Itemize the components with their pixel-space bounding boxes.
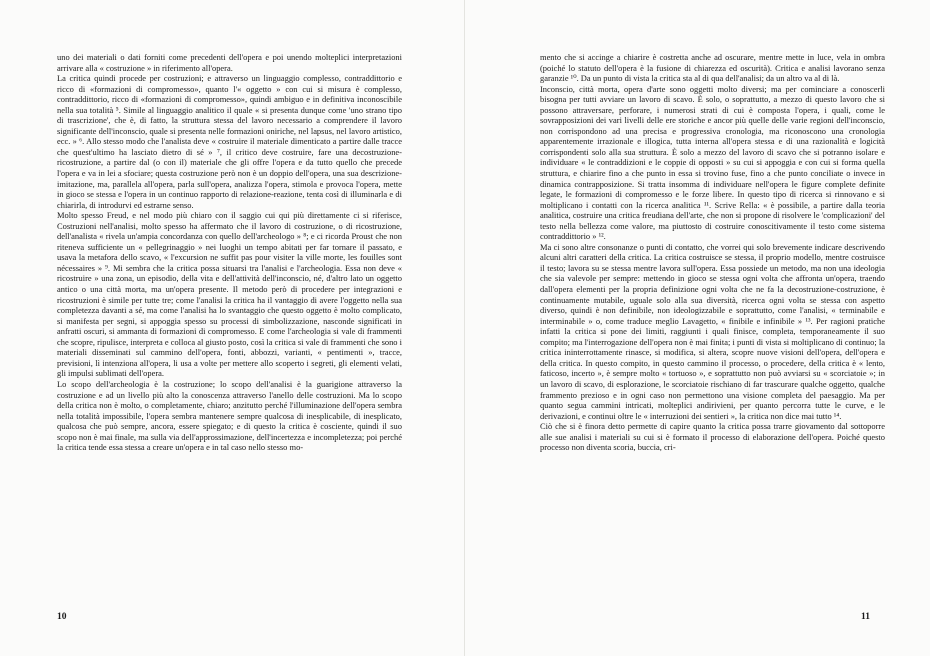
right-page (465, 0, 930, 656)
right-page-text (540, 52, 885, 453)
paragraph: Ma ci sono altre consonanze o punti di contatto, che vorrei qui solo brevemente indicare descrivendo alcuni altri caratteri della critica. La critica costruisce se stessa, il proprio modello, mentre costruisce il testo; lavora su se stessa mentre lavora sull'opera. Essa possiede un metodo, ma non una ideologia che sia valevole per sempre: mettendo in gioco se stessa ogni volta che affronta un'opera, traendo dall'opera elementi per la propria definizione ogni volta che ne fa la decostruzione-costruzione, è continuamente mutabile, uguale solo alla sua diversità, ricerca ogni volta se stessa con aspetto diverso, quindi è non definibile, non ideologizzabile e soprattutto, come l'analisi, « terminabile e interminabile » o, come traduce meglio Lavagetto, « finibile e infinibile » ¹³. Per ragioni pratiche infatti la critica si pone dei limiti, raggiunti i quali finisce, completa, temporaneamente il suo compito; ma l'interrogazione dell'opera non è mai finita; i punti di vista si moltiplicano di continuo; la critica ininterrottamente rinasce, si modifica, si altera, scopre nuove visioni dell'opera, dell'opera e della critica. In questo compito, in questo cammino il processo, o procedere, della critica è « lento, faticoso, incerto », è sempre molto « tortuoso », e soprattutto non può avviarsi su « scorciatoie »; in un lavoro di scavo, di esplorazione, le scorciatoie rischiano di far trascurare qualche oggetto, qualche frammento prezioso e in ogni caso non permettono una visione completa del paesaggio. Ma per quanto segua cammini intricati, molteplici andirivieni, per quanto percorra tutte le curve, e le derivazioni, e continui oltre le « interruzioni dei sentieri », la critica non dice mai tutto ¹⁴. (540, 241, 885, 421)
paragraph: Ciò che si è finora detto permette di capire quanto la critica possa trarre giovamento dal sottoporre alle sue analisi i materiali su cui si è formato il processo di elaborazione dell'opera. Poiché questo processo non diventa scoria, buccia, cri- (540, 421, 885, 453)
paragraph: Molto spesso Freud, e nel modo più chiaro con il saggio cui qui più direttamente ci si riferisce, Costruzioni nell'analisi, molto spesso ha affermato che il lavoro di costruzione, o di ricostruzione, dell'analista « rivela un'ampia concordanza con quello dell'archeologo » ⁸; e ci ricorda Proust che non riteneva sufficiente un « pellegrinaggio » nei luoghi un tempo abitati per far tornare il passato, e usava la metafora dello scavo, « l'excursion ne suffit pas pour visiter la ville morte, les fouilles sont nécessaires » ⁹. Mi sembra che la critica possa situarsi tra l'analisi e l'archeologia. Essa non deve « ricostruire » una zona, un episodio, della vita e dell'attività dell'inconscio, né, d'altro lato un oggetto antico o una città morta, ma un'opera presente. Il metodo però di procedere per integrazioni e ricostruzioni è simile per tutte tre; come l'analisi la critica ha il vantaggio di avere l'oggetto nella sua completezza davanti a sé, ma come l'analisi ha lo svantaggio che questo oggetto è molto complicato, si manifesta per segni, si appoggia spesso su processi di simbolizzazione, nasconde significati in anfratti oscuri, si ammanta di formazioni di compromesso. E come l'archeologia si vale di frammenti che scopre, ripulisce, interpreta e colloca al giusto posto, così la critica si vale di frammenti che sono i materiali disseminati sul cammino dell'opera, fonti, abbozzi, varianti, « pentimenti », tracce, previsioni, lì intenziona all'opera, li usa a volte per mettere allo scoperto i segreti, gli elementi velati, gli impulsi sublimati dell'opera. (57, 210, 402, 379)
paragraph: Inconscio, città morta, opera d'arte sono oggetti molto diversi; ma per cominciare a conoscerli bisogna per tutti avviare un lavoro di scavo. È solo, o soprattutto, a mezzo di questo lavoro che si possono attraversare, perforare, i numerosi strati di cui è composta l'opera, i quali, come le sovrapposizioni dei vari livelli delle ere storiche e ancor più quelle delle varie regioni dell'inconscio, non corrispondono ad una precisa e progressiva cronologia, ma riconoscono una cronologia apparentemente irrazionale e illogica, tutta interna all'opera stessa e di una razionalità e logicità corrispondenti solo alla sua struttura. È solo a mezzo del lavoro di scavo che si potranno isolare e individuare « le contraddizioni e le coppie di opposti » su cui si appoggia e con cui si forma quella struttura, e chiarire fino a che punto in essa si trovino fuse, fino a che punto conciliate o invece in dinamica contrapposizione. Si tratta insomma di individuare nell'opera le figure complete definite legate, le formazioni di compromesso e le forze libere. In questo tipo di ricerca si rinnovano e si moltiplicano i contatti con la ricerca analitica ¹¹. Scrive Rella: « è possibile, a partire dalla teoria analitica, costruire una critica freudiana dell'arte, che non si propone di risolvere le 'complicazioni' del testo nella bellezza come valore, ma piuttosto di costruire conoscitivamente il testo come sistema contraddittorio » ¹². (540, 83, 885, 242)
left-page-text (57, 52, 402, 453)
paragraph: uno dei materiali o dati forniti come precedenti dell'opera e poi unendo molteplici interpretazioni arrivare alla « costruzione » in riferimento all'opera. (57, 52, 402, 73)
paragraph: Lo scopo dell'archeologia è la costruzione; lo scopo dell'analisi è la guarigione attraverso la costruzione e ad un livello più alto la conoscenza attraverso l'anello delle costruzioni. Ma lo scopo della critica non è molto, o completamente, chiaro; anzitutto perché l'illuminazione dell'opera sembra nella totalità impossibile, l'opera sembra mantenere sempre qualcosa di inesplicabile, di inesplicato, qualcosa che può sempre, ancora, essere spiegato; e di questo la critica è cosciente, quindi il suo scopo non è mai finale, ma sulla via dell'approssimazione, dell'incertezza e incompletezza; poi perché la critica tende essa stessa a creare un'opera e in tal caso nello stesso mo- (57, 378, 402, 453)
page-number-left: 10 (57, 612, 67, 622)
page-number-right: 11 (861, 612, 870, 622)
paragraph: mento che si accinge a chiarire è costretta anche ad oscurare, mentre mette in luce, vela in ombra (poiché lo statuto dell'opera è la fusione di chiarezza ed oscurità). Critica e analisi lavorano senza garanzie ¹⁰. Da un punto di vista la critica sta al di qua dell'analisi; da un altro va al di là. (540, 52, 885, 84)
paragraph: La critica quindi procede per costruzioni; e attraverso un linguaggio complesso, contraddittorio e ricco di «formazioni di compromesso», quanto l'« oggetto » con cui si misura è complesso, contraddittorio, ricco di «formazioni di compromesso», quindi ambiguo e in definitiva inconoscibile nella sua totalità ⁵. Simile al linguaggio analitico il quale « si presenta dunque come 'uno strano tipo di trascrizione', che è, di fatto, la struttura stessa del lavoro necessario a comprendere il lavoro significante dell'inconscio, quale si presenta nelle formazioni oniriche, nel lapsus, nel lavoro artistico, ecc. » ⁶. Allo stesso modo che l'analista deve « costruire il materiale dimenticato a partire dalle tracce che quest'ultimo ha lasciato dietro di sé » ⁷, il critico deve costruire, fare una decostruzione-ricostruzione, a partire dal (o con il) materiale che gli offre l'opera e da tutto quello che precede l'opera e va in lei a sfociare; questa costruzione però non è un doppio dell'opera, una sua descrizione-imitazione, ma, parallela all'opera, parla sull'opera, analizza l'opera, stimola e provoca l'opera, mette in gioco se stessa e l'opera in un continuo rapporto di relazione-reazione, tenta così di illuminarla e di chiarirla, di introdurvi ed estrarne senso. (57, 73, 402, 210)
